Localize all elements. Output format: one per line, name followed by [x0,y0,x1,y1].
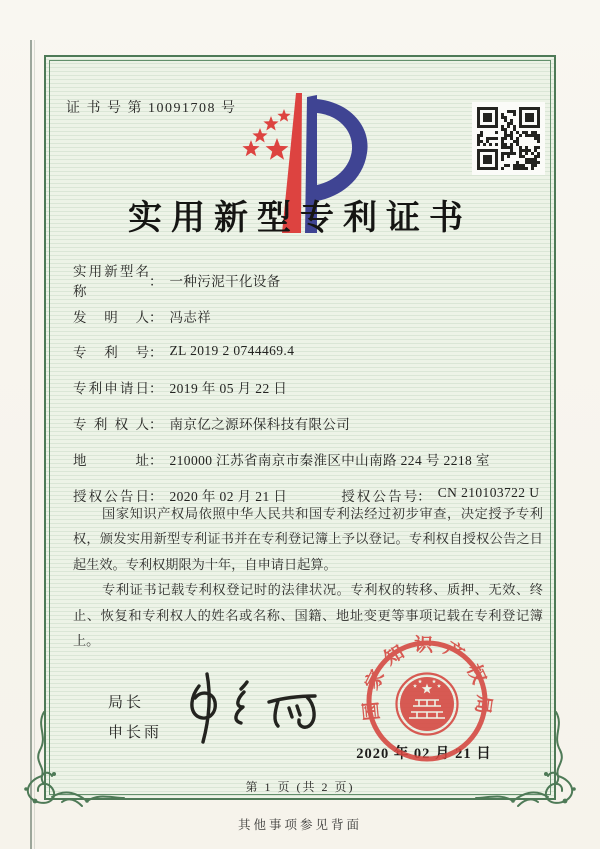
field-label: 专利号 [73,345,149,361]
field-colon: ： [149,488,163,504]
field-colon: ： [149,381,163,397]
seal-date: 2020 年 02 月 21 日 [356,746,492,762]
field-label: 授权公告日 [73,488,149,504]
field-row-name [73,262,543,298]
field-value: ZL 2019 2 0744469.4 [169,343,295,359]
field-value: 210000 江苏省南京市秦淮区中山南路 224 号 2218 室 [169,452,490,468]
certificate-number: 证 书 号 第 10091708 号 [66,101,237,116]
legal-paragraph-1: 国家知识产权局依照中华人民共和国专利法经过初步审查，决定授予专利权，颁发实用新型专利证书并在专利登记簿上予以登记。专利权自授权公告之日起生效。专利权期限为十年，自申请日起算。 [73,506,543,572]
field-value: 冯志祥 [169,309,212,325]
field-row-filing-date [73,369,543,405]
seal-ring-text: 国家知识产权局 [359,634,495,725]
national-emblem-icon [397,674,458,735]
commissioner-name: 申长雨 [108,724,163,741]
field-row-inventor [73,298,543,334]
field-value: 2019 年 05 月 22 日 [169,381,288,397]
cnipa-official-seal-icon [355,630,500,775]
field-value: CN 210103722 U [437,484,540,500]
field-colon: ： [149,345,163,361]
legal-paragraph-2: 专利证书记载专利权登记时的法律状况。专利权的转移、质押、无效、终止、恢复和专利权人的姓名或名称、国籍、地址变更等事项记载在专利登记簿上。 [73,582,543,649]
certificate-title: 实用新型专利证书 [128,200,472,237]
field-colon: ： [149,417,163,433]
field-colon: ： [149,309,163,325]
field-label: 实用新型名称 [73,263,149,299]
field-colon: ： [149,273,163,289]
page-number: 第 1 页 (共 2 页) [245,780,355,794]
field-list [73,262,543,513]
field-row-address [73,441,543,477]
qr-code [472,102,545,175]
field-label: 发明人 [73,309,149,325]
field-label: 专利申请日 [73,381,149,397]
handwritten-signature-icon [183,668,358,763]
back-side-note: 其他事项参见背面 [237,818,362,832]
field-row-patentee [73,405,543,441]
field-colon: ： [417,488,431,504]
commissioner-block [108,688,162,748]
field-label: 授权公告号 [341,488,418,504]
field-value: 一种污泥干化设备 [169,273,281,289]
field-colon: ： [149,452,163,468]
field-value: 南京亿之源环保科技有限公司 [169,417,351,433]
field-label: 地址 [73,452,149,468]
commissioner-title: 局长 [108,694,145,711]
field-label: 专利权人 [73,417,149,433]
field-row-patent-number [73,334,543,370]
field-value: 2020 年 02 月 21 日 [169,488,288,504]
